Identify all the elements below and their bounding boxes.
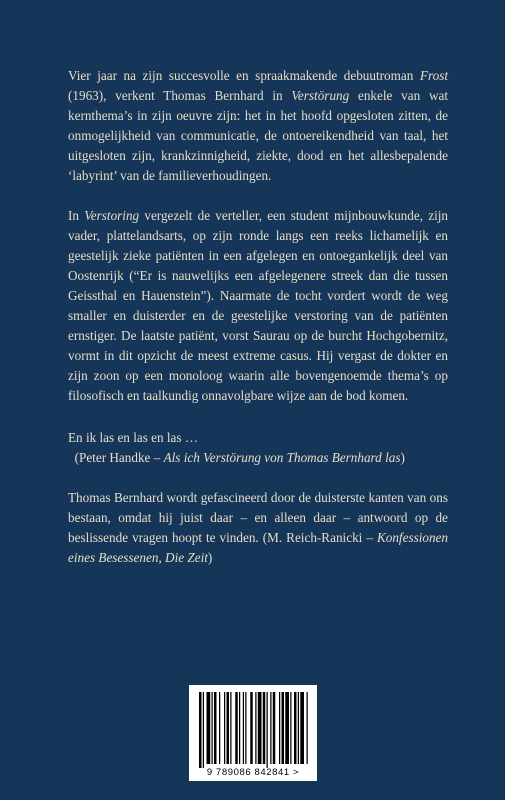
- text-run: Vier jaar na zijn succesvolle en spraakmakende debuutroman: [68, 68, 420, 83]
- barcode-bar: [250, 692, 253, 764]
- barcode-bar: [230, 692, 231, 764]
- barcode-bar: [279, 692, 280, 764]
- quote-source-publication: Die Zeit: [165, 550, 208, 565]
- barcode-bar: [270, 692, 271, 764]
- barcode-bar: [282, 692, 285, 764]
- synopsis-paragraph-1: [68, 66, 448, 186]
- isbn-number: 9 789086 842841 >: [206, 767, 300, 778]
- quote-source-pre: (M. Reich-Ranicki –: [262, 530, 377, 545]
- quote-source-title: Als ich Verstörung von Thomas Bernhard las: [163, 450, 401, 465]
- book-title-verstoring: Verstoring: [84, 208, 140, 223]
- barcode-bar: [258, 692, 262, 764]
- barcode-bar: [227, 692, 230, 764]
- synopsis-paragraph-2: [68, 206, 448, 406]
- barcode-bar: [285, 692, 289, 764]
- barcode-bar: [212, 692, 213, 764]
- barcode-bar: [263, 692, 266, 764]
- barcode-bar: [300, 692, 304, 764]
- book-title-frost: Frost: [419, 68, 448, 83]
- quote-source-post: ): [207, 550, 213, 565]
- barcode-bar: [243, 692, 244, 764]
- barcode-bar: [307, 692, 308, 764]
- text-run: vergezelt de verteller, een student mijnbouwkunde, zijn vader, plattelandsarts, op zijn ronde langs een reeks lichamelijk en geestelijk zieke patiënten in een afgelegen en ontoegankelijk deel van Oostenrijk (“Er is nauwelijks een afgelegenere streek dan die tussen Geissthal en Hauenstein”). Naarmate de tocht vordert wordt de weg smaller en duisterder en de geestelijke verstoring van de patiënten ernstiger. De laatste patiënt, vorst Saurau op de burcht Hochgobernitz, vormt in dit opzicht de meest extreme casus. Hij vergast de dokter en zijn zoon op een monoloog waarin alle bovengenoemde thema’s op filosofisch en taalkundig onnavolgbare wijze aan de bod komen.: [68, 208, 448, 403]
- barcode-bar: [203, 692, 204, 768]
- barcode-bar: [224, 692, 225, 764]
- barcode-bar: [199, 692, 202, 768]
- barcode-bar: [239, 692, 240, 764]
- text-run: (1963), verkent Thomas Bernhard in: [68, 88, 292, 103]
- quote-source-title: Konfessionen eines Besessenen: [68, 530, 449, 565]
- quote-text: En ik las en las en las …: [68, 430, 199, 445]
- quote-source-post: ): [400, 450, 405, 465]
- barcode-bar: [273, 692, 276, 764]
- quote-source-mid: ,: [158, 550, 166, 565]
- barcode-bar: [298, 692, 299, 764]
- barcode-bar: [290, 692, 291, 764]
- quote-source-pre: (Peter Handke –: [74, 450, 164, 465]
- quote-text: Thomas Bernhard wordt gefascineerd door de duisterste kanten van ons bestaan, omdat hij juist daar – en alleen daar – antwoord op de beslissende vragen hoopt te vinden.: [68, 490, 448, 545]
- quote-handke: [68, 428, 448, 468]
- barcode-bar: [235, 692, 238, 764]
- book-title-verstorung: Verstörung: [291, 88, 350, 103]
- barcode-bar: [255, 692, 256, 764]
- barcode-bar: [245, 692, 246, 764]
- barcode-bar: [207, 692, 211, 764]
- quote-reich-ranicki: [68, 488, 448, 568]
- text-run: In: [68, 208, 85, 223]
- quote-source: [68, 450, 405, 465]
- barcode-bar: [294, 692, 297, 764]
- barcode-bar: [214, 692, 217, 764]
- text-run: enkele van wat kernthema’s in zijn oeuvre zijn: het in het hoofd opgesloten zitten, de onmogelijkheid van communicatie, de ontoereikendheid van taal, het uitgesloten zijn, krankzinnigheid, ziekte, dood en het allesbepalende ‘labyrint’ van de familieverhoudingen.: [68, 88, 448, 183]
- isbn-barcode: [189, 685, 317, 781]
- barcode-bar: [219, 692, 220, 764]
- barcode-bar: [267, 692, 268, 768]
